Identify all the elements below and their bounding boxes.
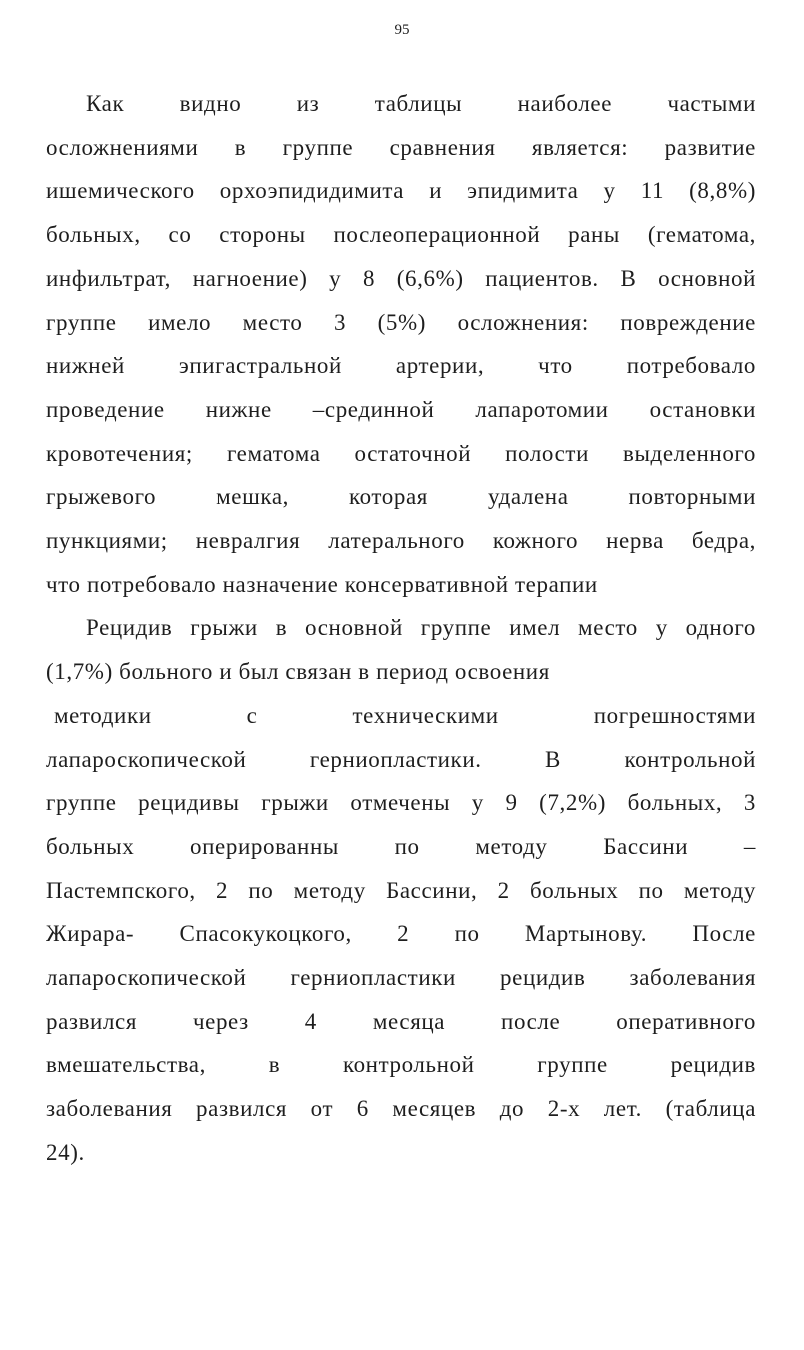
text-line: ишемического орхоэпидидимита и эпидимита у 11 (8,8%) [46,178,756,204]
text-line: осложнениями в группе сравнения является: развитие [46,134,756,160]
text-line: инфильтрат, нагноение) у 8 (6,6%) пациентов. В основной [46,265,756,291]
text-line: методики с техническими погрешностями [54,702,756,728]
text-line: больных оперированны по методу Бассини – [46,833,756,859]
text-line: Рецидив грыжи в основной группе имел место у одного [86,615,756,641]
body-text [46,82,756,1175]
page-number: 95 [394,22,410,38]
text-line: грыжевого мешка, которая удалена повторными [46,484,756,510]
text-line: развился через 4 месяца после оперативного [46,1008,756,1034]
text-line: нижней эпигастральной артерии, что потребовало [46,353,756,379]
text-line: 24). [46,1139,85,1165]
text-line: заболевания развился от 6 месяцев до 2-х лет. (таблица [46,1096,756,1122]
text-line: группе имело место 3 (5%) осложнения: повреждение [46,309,756,335]
text-line: проведение нижне –срединной лапаротомии остановки [46,396,756,422]
text-line: Как видно из таблицы наиболее частыми [86,91,756,116]
text-line: вмешательства, в контрольной группе рецидив [46,1052,756,1078]
text-line: лапароскопической герниопластики. В контрольной [46,746,756,772]
text-line: больных, со стороны послеоперационной раны (гематома, [46,222,756,248]
paragraph-complications [46,82,756,606]
text-line: пункциями; невралгия латерального кожного нерва бедра, [46,528,756,554]
text-line: лапароскопической герниопластики рецидив заболевания [46,965,756,991]
text-line: группе рецидивы грыжи отмечены у 9 (7,2%) больных, 3 [46,790,756,816]
text-line: кровотечения; гематома остаточной полости выделенного [46,440,756,466]
paragraph-recurrence [46,606,756,1174]
text-line: что потребовало назначение консервативной терапии [46,571,598,597]
text-line: (1,7%) больного и был связан в период освоения [46,659,550,685]
text-line: Жирара- Спасокукоцкого, 2 по Мартынову. После [46,921,756,947]
text-line: Пастемпского, 2 по методу Бассини, 2 больных по методу [46,877,756,903]
